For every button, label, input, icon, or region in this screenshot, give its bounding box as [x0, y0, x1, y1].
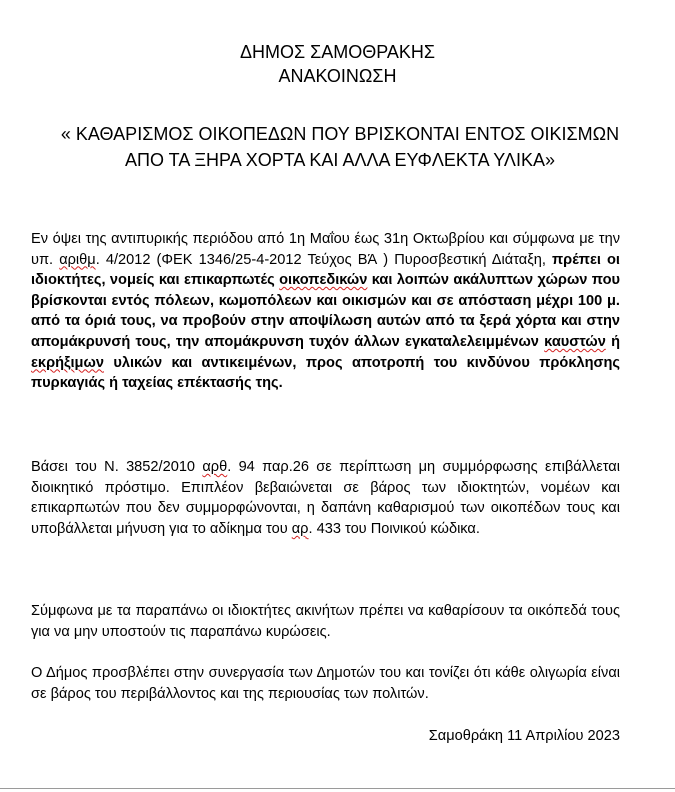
signature-date: Σαμοθράκη 11 Απριλίου 2023: [428, 728, 620, 744]
bold-text: ή: [605, 333, 620, 350]
text-run: . 94 παρ.26 σε περίπτωση μη συμμόρφωσης επιβάλλεται διοικητικό πρόστιμο. Επιπλέον βεβαιώνεται σε βάρος των ιδιοκτητών, νομέων και επικαρπωτών που δεν συμμορφώνονται, η δαπάνη καθαρισμού των οικοπέδων τους και υποβάλλεται μήνυση για το αδίκημα του: [31, 459, 620, 537]
spellcheck-word: καυστών: [544, 333, 606, 350]
text-run: Εν όψει της αντιπυρικής περιόδου από 1η Μαΐου έως 31η Οκτωβρίου και σύμφωνα με την υπ.: [31, 231, 620, 268]
paragraph-obligation: [31, 229, 620, 394]
document-type: ΑΝΑΚΟΙΝΩΣΗ: [278, 66, 397, 86]
spellcheck-word: αρθ: [202, 459, 228, 475]
spellcheck-word: αρ: [291, 520, 309, 537]
spellcheck-word: οικοπεδικών: [279, 272, 368, 289]
municipality-name: ΔΗΜΟΣ ΣΑΜΟΘΡΑΚΗΣ: [239, 42, 436, 62]
text-run: Βάσει του Ν. 3852/2010: [31, 459, 203, 475]
spellcheck-word: εκρήξιμων: [31, 354, 104, 371]
paragraph-penalties: [31, 457, 620, 539]
bold-text: υλικών και αντικειμένων, προς αποτροπή του κινδύνου πρόκλησης πυρκαγιάς ή ταχείας επέκτασής της.: [31, 354, 620, 392]
document-heading: [0, 40, 675, 88]
spellcheck-word: αριθμ: [59, 251, 96, 268]
paragraph-owners-instruction: Σύμφωνα με τα παραπάνω οι ιδιοκτήτες ακινήτων πρέπει να καθαρίσουν τα οικόπεδά τους για να μην υποστούν τις παραπάνω κυρώσεις.: [31, 603, 620, 640]
paragraph-cooperation: Ο Δήμος προσβλέπει στην συνεργασία των Δημοτών του και τονίζει ότι κάθε ολιγωρία είναι σε βάρος του περιβάλλοντος και της περιουσίας των πολιτών.: [31, 665, 620, 702]
text-run: . 4/2012 (ΦΕΚ 1346/25-4-2012 Τεύχος ΒΆ ) Πυροσβεστική Διάταξη,: [95, 251, 552, 268]
text-run: . 433 του Ποινικού κώδικα.: [308, 520, 480, 537]
bold-text-run: [31, 252, 620, 392]
announcement-title: « ΚΑΘΑΡΙΣΜΟΣ ΟΙΚΟΠΕΔΩΝ ΠΟΥ ΒΡΙΣΚΟΝΤΑΙ ΕΝΤΟΣ ΟΙΚΙΣΜΩΝ ΑΠΟ ΤΑ ΞΗΡΑ ΧΟΡΤΑ ΚΑΙ ΑΛΛΑ ΕΥΦΛΕΚΤΑ ΥΛΙΚΑ»: [60, 124, 620, 170]
bold-text: πρέπει οι ιδιοκτήτες, νομείς και επικαρπωτές: [31, 251, 620, 289]
bold-text: και λοιπών ακάλυπτων χώρων που βρίσκονται εντός πόλεων, κωμοπόλεων και οικισμών και σε απόσταση μέχρι 100 μ. από τα όριά τους, να προβούν στην αποψίλωση αυτών από τα ξερά χόρτα και στην απομάκρυνσή τους, την απομάκρυνση τυχόν άλλων εγκαταλελειμμένων: [31, 272, 620, 350]
